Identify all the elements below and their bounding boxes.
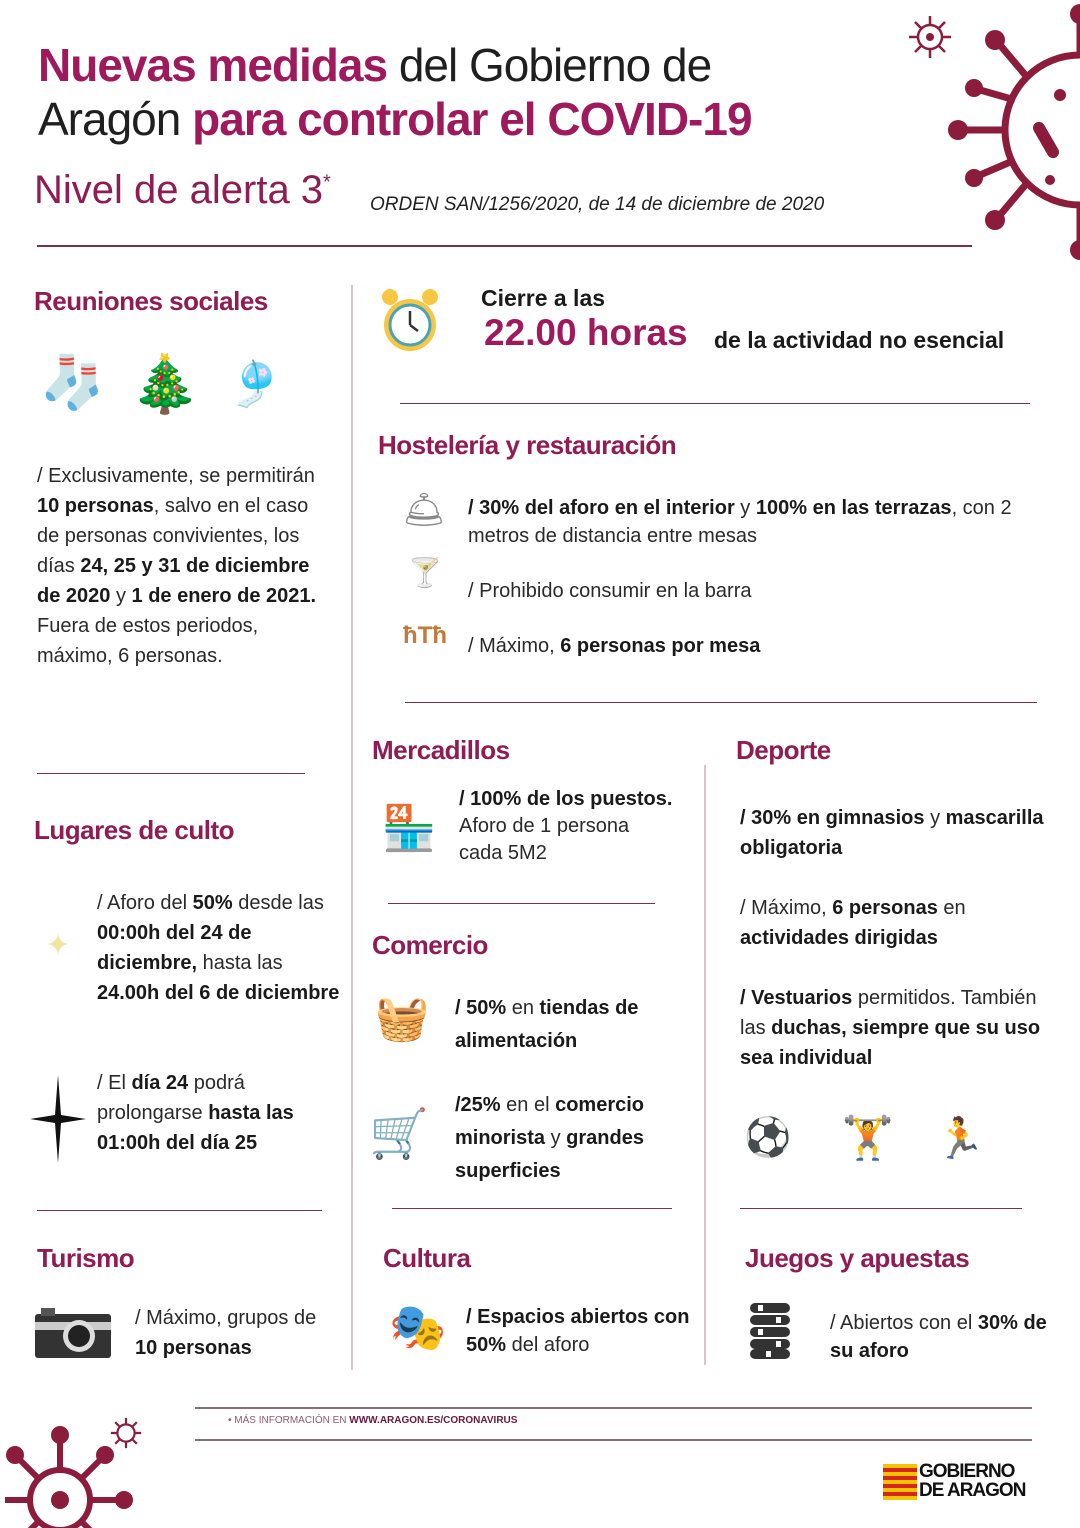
theater-masks-icon: 🎭	[389, 1300, 447, 1353]
deporte-item	[740, 803, 1060, 863]
text-segment: Fuera de estos periodos, máximo, 6 personas.	[37, 615, 259, 667]
text-segment: / Abiertos con el	[830, 1312, 978, 1334]
cloche-icon: 🛎	[402, 491, 446, 529]
bold-text-segment: Nuevas medidas	[38, 39, 388, 91]
text-segment: podrá prolongarse	[97, 1072, 245, 1124]
bold-text-segment: 6 personas por mesa	[560, 635, 761, 657]
divider	[388, 903, 655, 904]
casino-chips-icon	[748, 1303, 792, 1359]
text-segment: permitidos. También las	[740, 987, 1037, 1039]
bold-text-segment: / 30% del aforo en el interior	[468, 497, 735, 519]
bold-text-segment: grandes superficies	[455, 1127, 644, 1182]
logo-line1: GOBIERNO	[919, 1461, 1015, 1482]
text-segment: , salvo en el caso de personas convivientes, los días	[37, 495, 309, 577]
table-chairs-icon: ħTħ	[403, 622, 447, 649]
bold-text-segment: 1 de enero de 2021.	[131, 585, 317, 607]
text-segment: hasta las	[197, 952, 283, 974]
divider	[392, 1208, 672, 1209]
cocktail-icon: 🍸	[407, 556, 443, 588]
christmas-tree-icon: 🎄	[130, 352, 200, 415]
bold-text-segment: 24.00h del 6 de diciembre	[97, 982, 340, 1004]
bold-text-segment: / Espacios abiertos con 50%	[466, 1306, 690, 1356]
divider	[405, 702, 1037, 703]
text-segment: y	[545, 1127, 567, 1149]
bold-text-segment: mascarilla obligatoria	[740, 807, 1044, 859]
section-heading-culto: Lugares de culto	[34, 815, 235, 845]
divider	[37, 773, 305, 774]
bold-text-segment: 100% en las terrazas	[755, 497, 952, 519]
bold-text-segment: 50%	[192, 892, 233, 914]
more-info	[228, 1415, 517, 1426]
gobierno-aragon-logo	[883, 1462, 1038, 1502]
order-reference: ORDEN SAN/1256/2020, de 14 de diciembre de 2020	[370, 194, 825, 215]
section-heading-reuniones: Reuniones sociales	[34, 286, 268, 316]
text-segment: y	[734, 497, 756, 519]
divider	[195, 1439, 1032, 1441]
bold-text-segment: / 30% en gimnasios	[740, 807, 925, 829]
section-heading-juegos: Juegos y apuestas	[745, 1243, 970, 1273]
alert-asterisk: *	[323, 171, 331, 194]
hosteleria-item	[468, 494, 1038, 550]
hosteleria-item	[468, 631, 1028, 661]
bold-text-segment: / 100% de los puestos.	[459, 788, 673, 810]
stocking-icon: 🧦	[40, 354, 105, 412]
bold-text-segment: duchas, siempre que su uso sea individual	[740, 1017, 1041, 1069]
shopping-cart-icon: 🛒	[369, 1107, 429, 1161]
text-segment: / Prohibido consumir en la barra	[468, 580, 752, 602]
bold-text-segment: actividades dirigidas	[740, 927, 938, 949]
deporte-item	[740, 893, 1060, 953]
deporte-item	[740, 983, 1060, 1073]
juegos-text	[830, 1309, 1050, 1365]
section-heading-comercio: Comercio	[372, 930, 488, 960]
more-info-link[interactable]: WWW.ARAGON.ES/CORONAVIRUS	[349, 1415, 518, 1426]
ornaments-icon: 🎐	[227, 360, 283, 409]
column-divider	[351, 285, 353, 1370]
aragon-flag-icon	[883, 1464, 917, 1500]
comercio-item	[455, 1089, 700, 1188]
bold-text-segment: 10 personas	[37, 495, 154, 517]
text-segment: y	[924, 807, 946, 829]
text-segment: en el	[500, 1094, 556, 1116]
mercadillos-text	[459, 786, 674, 867]
glow-icon: ✦	[45, 928, 71, 962]
bold-text-segment: / 50%	[455, 997, 507, 1019]
camera-icon	[35, 1308, 111, 1358]
text-segment: en	[506, 997, 540, 1019]
hosteleria-item	[468, 576, 1028, 606]
section-heading-turismo: Turismo	[37, 1243, 135, 1273]
text-segment: Aragón	[38, 93, 193, 145]
page-title-line2	[38, 92, 752, 146]
bold-text-segment: 6 personas	[832, 897, 938, 919]
bold-text-segment: hasta las 01:00h del día 25	[97, 1102, 294, 1154]
reuniones-text	[37, 461, 327, 671]
cultura-text	[466, 1303, 696, 1359]
section-heading-hosteleria: Hostelería y restauración	[378, 430, 677, 460]
text-segment: / El	[97, 1072, 132, 1094]
page-title-line1	[38, 38, 711, 92]
text-segment: / Máximo,	[740, 897, 833, 919]
culto-text-1	[97, 888, 347, 1008]
alert-level-text: Nivel de alerta 3	[34, 168, 324, 212]
bold-text-segment: para controlar el COVID-19	[192, 93, 752, 145]
alert-level	[34, 168, 331, 213]
divider	[37, 245, 972, 247]
bold-text-segment: día 24	[131, 1072, 189, 1094]
divider	[740, 1208, 1022, 1209]
bold-text-segment: 30% de su aforo	[830, 1312, 1047, 1362]
alarm-clock-icon	[380, 285, 440, 357]
section-heading-mercadillos: Mercadillos	[372, 735, 510, 765]
column-divider	[704, 765, 706, 1365]
soccer-ball-icon: ⚽	[744, 1117, 792, 1159]
text-segment: en	[937, 897, 966, 919]
bold-text-segment: 10 personas	[135, 1337, 252, 1359]
bold-text-segment: comercio minorista	[455, 1094, 645, 1149]
bold-text-segment: 00:00h del 24 de diciembre,	[97, 922, 252, 974]
comercio-item	[455, 992, 695, 1058]
cierre-label: Cierre a las	[481, 285, 606, 311]
bold-text-segment: 24, 25 y 31 de diciembre de 2020	[37, 555, 310, 607]
section-heading-deporte: Deporte	[736, 735, 831, 765]
text-segment: / Máximo, grupos de	[135, 1307, 317, 1329]
text-segment: del aforo	[506, 1334, 590, 1356]
small-virus-icon	[905, 12, 955, 62]
text-segment: / Aforo del	[97, 892, 193, 914]
more-info-label: • MÁS INFORMACIÓN EN	[228, 1415, 350, 1426]
bold-text-segment: /25%	[455, 1094, 501, 1116]
bold-text-segment: tiendas de alimentación	[455, 997, 639, 1052]
virus-icon	[940, 0, 1080, 260]
text-segment: / Máximo,	[468, 635, 561, 657]
logo-line2: DE ARAGON	[919, 1480, 1026, 1501]
runner-icon: 🏃	[935, 1116, 985, 1161]
culto-text-2	[97, 1068, 337, 1158]
text-segment: del Gobierno de	[387, 39, 712, 91]
small-virus-icon	[108, 1415, 144, 1451]
divider	[37, 1210, 322, 1211]
cierre-time: 22.00 horas	[484, 312, 688, 353]
turismo-text	[135, 1303, 335, 1363]
star-sparkle-icon	[30, 1075, 86, 1163]
text-segment: , con 2 metros de distancia entre mesas	[468, 497, 1012, 547]
bold-text-segment: / Vestuarios	[740, 987, 853, 1009]
section-heading-cultura: Cultura	[383, 1243, 471, 1273]
divider	[400, 403, 1030, 404]
market-stall-icon: 🏪	[381, 804, 437, 853]
weightlifter-icon: 🏋	[841, 1113, 895, 1161]
text-segment: / Exclusivamente, se permitirán	[37, 465, 315, 487]
text-segment: y	[110, 585, 132, 607]
divider	[195, 1407, 1032, 1409]
text-segment: desde las	[232, 892, 324, 914]
text-segment: Aforo de 1 persona cada 5M2	[459, 815, 630, 864]
grocery-basket-icon: 🧺	[374, 994, 430, 1043]
cierre-suffix: de la actividad no esencial	[714, 327, 1005, 353]
